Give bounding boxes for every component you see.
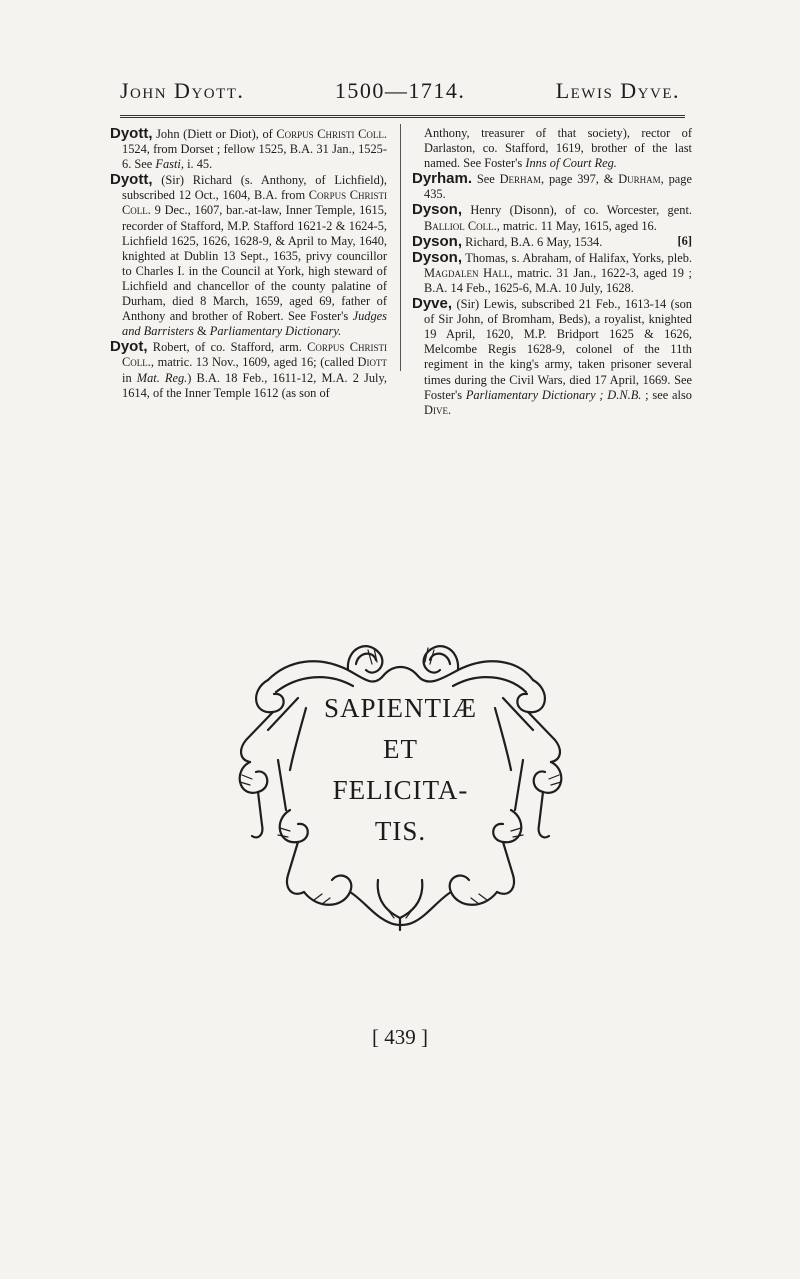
headword: Dyve, <box>412 295 453 313</box>
motto-line: TIS. <box>374 816 427 846</box>
motto-line: SAPIENTIÆ <box>323 693 477 723</box>
reference-mark: [6] <box>677 233 692 248</box>
running-head <box>120 78 680 104</box>
entry-dyott-richard: Dyott, (Sir) Richard (s. Anthony, of Lichfield), subscribed 12 Oct., 1604, B.A. from Corpus Christi Coll. 9 Dec., 1607, bar.-at-law, Inner Temple, 1615, recorder of Stafford, M.P. Stafford 1621-2 & 1624-5, Lichfield 1625, 1626, 1628-9, & April to May, 1640, knighted at Dublin 13 Sept., 1635, privy councillor to Charles I. in the Council at York, high steward of Lichfield and chancellor of the county palatine of Durham, died 8 March, 1659, aged 69, father of Anthony and brother of Robert. See Foster's Judges and Barristers & Parliamentary Dictionary. <box>110 171 387 339</box>
entry-dyott-john: Dyott, John (Diett or Diot), of Corpus Christi Coll. 1524, from Dorset ; fellow 1525, B.A. 31 Jan., 1525-6. See Fasti, i. 45. <box>110 125 387 172</box>
running-head-right: Lewis Dyve. <box>555 78 680 103</box>
entry-continuation: Anthony, treasurer of that society), rector of Darlaston, co. Stafford, 1619, brother of the last named. See Foster's Inns of Court Reg. <box>424 126 692 171</box>
entry-dyson-richard: Dyson, Richard, B.A. 6 May, 1534. [6] <box>412 232 692 250</box>
headword: Dyrham. <box>412 170 473 188</box>
entry-dyot-robert: Dyot, Robert, of co. Stafford, arm. Corpus Christi Coll., matric. 13 Nov., 1609, aged 16; (called Diott in Mat. Reg.) B.A. 18 Feb., 1611-12, M.A. 2 July, 1614, of the Inner Temple 1612 (as son of <box>110 338 388 400</box>
headword: Dyson, <box>412 248 463 266</box>
entry-dyson-henry: Dyson, Henry (Disonn), of co. Worcester, gent. Balliol Coll., matric. 11 May, 1615, aged 16. <box>412 201 692 233</box>
device-motto <box>298 688 503 852</box>
running-head-left: John Dyott. <box>120 78 245 103</box>
right-column <box>412 126 692 418</box>
headword: Dyson, <box>412 232 463 250</box>
page-number: [ 439 ] <box>372 1025 428 1049</box>
motto-line: ET <box>383 734 418 764</box>
entry-dyve-lewis: Dyve, (Sir) Lewis, subscribed 21 Feb., 1613-14 (son of Sir John, of Bromham, Beds), a royalist, knighted 19 April, 1620, M.P. Bridport 1625 & 1626, Melcombe Regis 1628-9, colonel of the 11th regiment in the king's army, taken prisoner several times during the Civil Wars, died 17 April, 1669. See Foster's Parliamentary Dictionary ; D.N.B. ; see also Dive. <box>412 295 692 417</box>
left-column <box>110 126 387 401</box>
headword: Dyson, <box>412 201 463 219</box>
entry-dyson-thomas: Dyson, Thomas, s. Abraham, of Halifax, Yorks, pleb. Magdalen Hall, matric. 31 Jan., 1622-3, aged 19 ; B.A. 14 Feb., 1625-6, M.A. 10 July, 1628. <box>412 248 692 295</box>
headword: Dyott, <box>110 171 153 189</box>
running-head-center: 1500—1714. <box>334 78 466 103</box>
motto-line: FELICITA- <box>332 775 469 805</box>
column-divider <box>400 124 401 371</box>
headword: Dyott, <box>110 125 153 142</box>
header-rule <box>120 115 685 118</box>
entry-dyrham: Dyrham. See Derham, page 397, & Durham, page 435. <box>412 170 692 202</box>
printers-device-scroll <box>228 630 573 935</box>
headword: Dyot, <box>110 338 148 356</box>
